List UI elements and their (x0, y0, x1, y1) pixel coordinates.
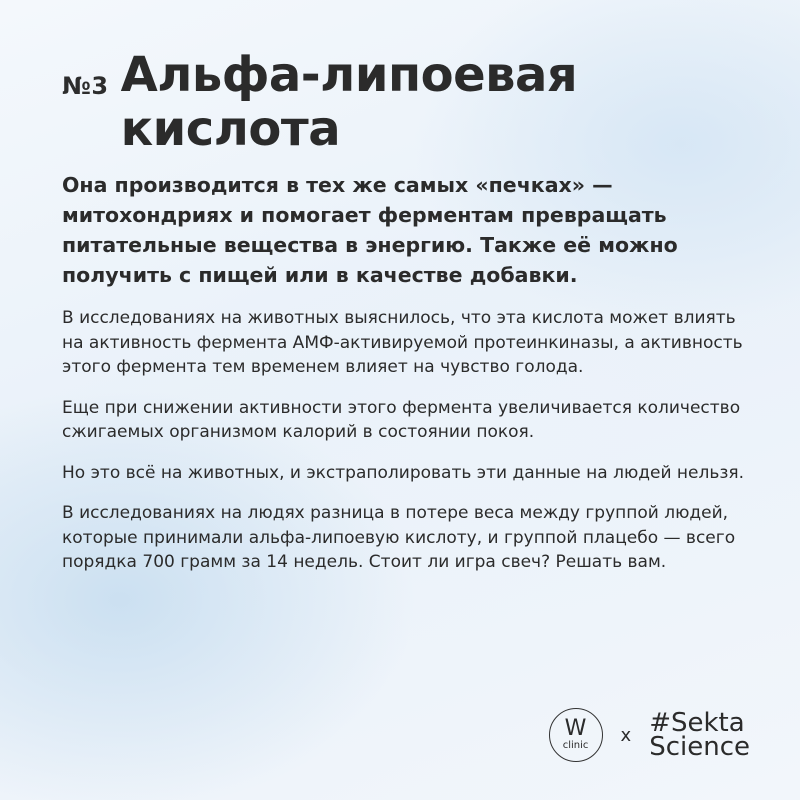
logo-subtext: clinic (562, 740, 589, 751)
paragraph-3: Но это всё на животных, и экстраполировать эти данные на людей нельзя. (62, 462, 745, 483)
footer-logos (549, 708, 750, 762)
brand-line-1: #Sekta (649, 708, 745, 738)
title-block (62, 48, 577, 156)
title-line-2: кислота (120, 101, 341, 157)
lead-paragraph: Она производится в тех же самых «печках» — митохондриях и помогает ферментам превращать питательные вещества в энергию. Также её можно получить с пищей или в качестве добавки. (62, 173, 678, 287)
title-line-1: Альфа-липоевая (120, 47, 578, 103)
brand-line-2: Science (649, 732, 750, 762)
article-body (62, 170, 762, 591)
paragraph-4: В исследованиях на людях разница в потере веса между группой людей, которые принимали альфа-липоевую кислоту, и группой плацебо — всего порядка 700 грамм за 14 недель. Стоит ли игра свеч? Решать вам. (62, 503, 736, 572)
logo-letter: W (564, 716, 587, 741)
paragraph-1: В исследованиях на животных выяснилось, что эта кислота может влиять на активность фермента АМФ-активируемой протеинкиназы, а активность этого фермента тем временем влияет на чувство голода. (62, 308, 743, 377)
paragraph-2: Еще при снижении активности этого фермента увеличивается количество сжигаемых организмом калорий в состоянии покоя. (62, 397, 741, 442)
w-clinic-logo (549, 708, 603, 762)
page-title (121, 48, 578, 156)
collab-separator: x (620, 724, 632, 746)
item-number: №3 (62, 72, 109, 100)
sekta-science-logo (649, 708, 750, 762)
